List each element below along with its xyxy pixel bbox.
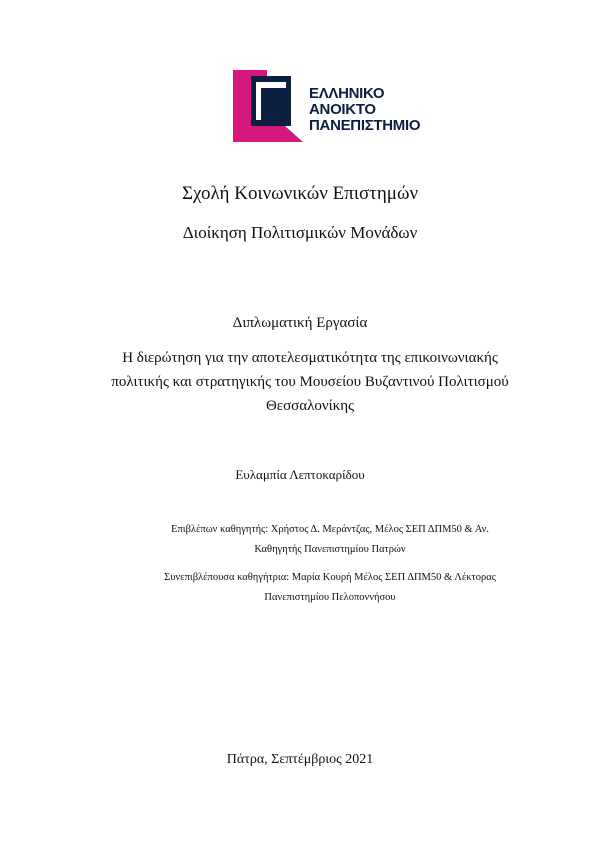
thesis-title-line-3: Θεσσαλονίκης (265, 398, 355, 414)
logo-line-2: ΑΝΟΙΚΤΟ (309, 101, 376, 118)
thesis-type: Διπλωματική Εργασία (232, 315, 368, 331)
co-supervisor-line-2: Πανεπιστημίου Πελοποννήσου (264, 592, 396, 603)
university-logo (233, 70, 423, 145)
school-name: Σχολή Κοινωνικών Επιστημών (181, 183, 419, 204)
thesis-title (70, 346, 550, 418)
logo-line-3: ΠΑΝΕΠΙΣΤΗΜΙΟ (309, 117, 421, 134)
university-logo-text (309, 86, 420, 134)
thesis-title-line-1: Η διερώτηση για την αποτελεσματικότητα της επικοινωνιακής (122, 350, 498, 366)
logo-line-1: ΕΛΛΗΝΙΚΟ (309, 85, 385, 102)
supervisor-block (120, 520, 540, 560)
co-supervisor-line-1: Συνεπιβλέπουσα καθηγήτρια: Μαρία Κουρή Μέλος ΣΕΠ ΔΠΜ50 & Λέκτορας (164, 572, 496, 583)
supervisor-line-2: Καθηγητής Πανεπιστημίου Πατρών (254, 544, 406, 555)
thesis-title-line-2: πολιτικής και στρατηγικής του Μουσείου Βυζαντινού Πολιτισμού (111, 374, 509, 390)
co-supervisor-block (115, 568, 545, 608)
supervisor-line-1: Επιβλέπων καθηγητής: Χρήστος Δ. Μεράντζας, Μέλος ΣΕΠ ΔΠΜ50 & Αν. (171, 524, 489, 535)
place-date: Πάτρα, Σεπτέμβριος 2021 (226, 752, 374, 767)
university-logo-mark-icon (233, 70, 303, 142)
author-name: Ευλαμπία Λεπτοκαρίδου (235, 467, 365, 482)
program-name: Διοίκηση Πολιτισμικών Μονάδων (182, 223, 418, 242)
